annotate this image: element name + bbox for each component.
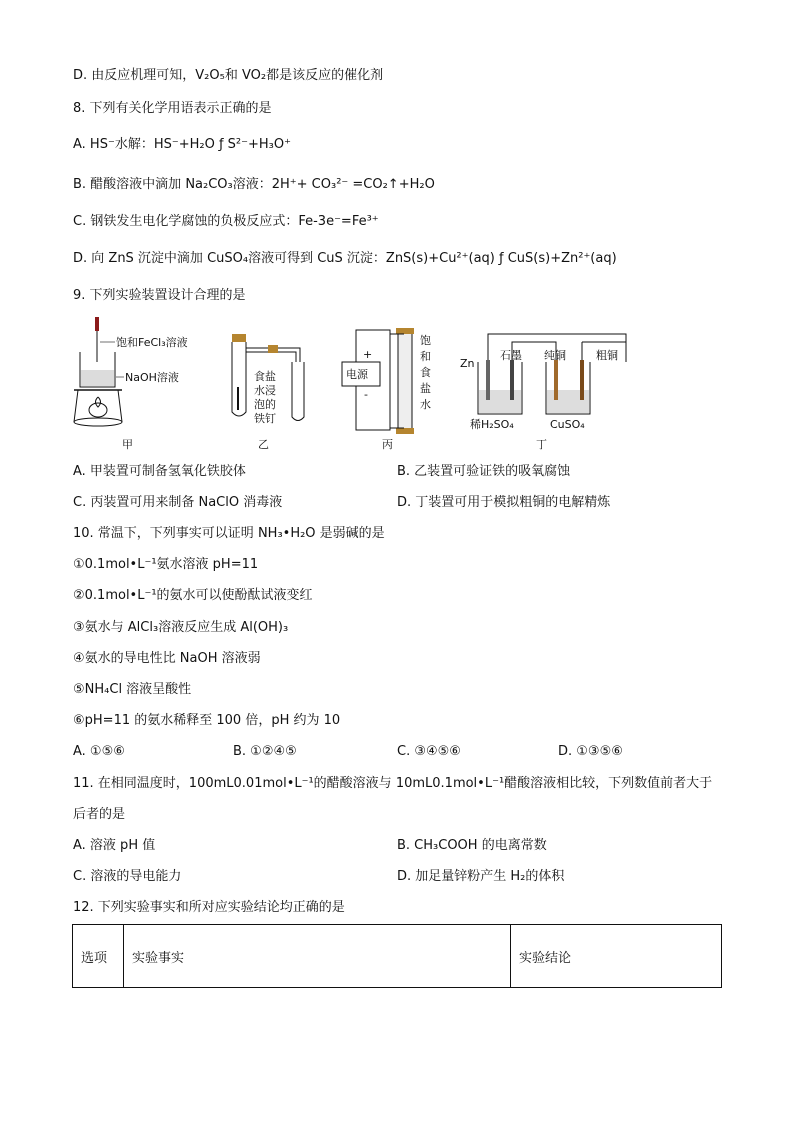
yi-label-4: 铁钉 <box>254 412 276 425</box>
bing-label-2: 和 <box>420 350 431 363</box>
table-header-conclusion: 实验结论 <box>511 925 722 988</box>
ding-crude-cu-label: 粗铜 <box>596 349 618 362</box>
q11-option-d: D. 加足量锌粉产生 H₂的体积 <box>397 869 565 884</box>
ding-h2so4-label: 稀H₂SO₄ <box>470 418 514 431</box>
q9-option-d: D. 丁装置可用于模拟粗铜的电解精炼 <box>397 495 611 510</box>
yi-caption: 乙 <box>258 438 269 451</box>
apparatus-bing <box>342 328 431 451</box>
q8-option-b: B. 醋酸溶液中滴加 Na₂CO₃溶液：2H⁺+ CO₃²⁻ =CO₂↑+H₂O <box>73 177 435 192</box>
q10-fact-1: ①0.1mol•L⁻¹氨水溶液 pH=11 <box>73 557 259 572</box>
q11-option-a: A. 溶液 pH 值 <box>73 838 156 853</box>
q9-option-c: C. 丙装置可用来制备 NaClO 消毒液 <box>73 495 283 510</box>
question-12: 12. 下列实验事实和所对应实验结论均正确的是 <box>73 900 345 915</box>
bing-label-1: 饱 <box>420 334 431 347</box>
apparatus-yi <box>232 334 304 451</box>
q10-fact-2: ②0.1mol•L⁻¹的氨水可以使酚酞试液变红 <box>73 588 313 603</box>
ding-pure-cu-label: 纯铜 <box>544 349 566 362</box>
bing-label-5: 水 <box>420 398 431 411</box>
jia-fecl3-label: 饱和FeCl₃溶液 <box>116 336 188 349</box>
bing-plus: + <box>363 348 373 361</box>
q10-fact-3: ③氨水与 AlCl₃溶液反应生成 Al(OH)₃ <box>73 620 289 635</box>
yi-label-2: 水浸 <box>254 384 276 397</box>
q11-option-c: C. 溶液的导电能力 <box>73 869 182 884</box>
bing-label-3: 食 <box>420 366 431 379</box>
yi-label-3: 泡的 <box>254 398 276 411</box>
q10-option-b: B. ①②④⑤ <box>233 744 297 759</box>
question-11-continued: 后者的是 <box>73 807 126 822</box>
q9-apparatus-figure <box>60 312 660 457</box>
q8-option-d: D. 向 ZnS 沉淀中滴加 CuSO₄溶液可得到 CuS 沉淀：ZnS(s)+Cu²⁺(aq) ƒ CuS(s)+Zn²⁺(aq) <box>73 251 617 266</box>
jia-naoh-label: NaOH溶液 <box>125 371 179 384</box>
ding-cuso4-label: CuSO₄ <box>550 418 585 431</box>
q10-option-d: D. ①③⑤⑥ <box>558 744 623 759</box>
q8-option-a: A. HS⁻水解：HS⁻+H₂O ƒ S²⁻+H₃O⁺ <box>73 137 291 152</box>
q11-option-b: B. CH₃COOH 的电离常数 <box>397 838 547 853</box>
yi-label-1: 食盐 <box>254 370 276 383</box>
bing-caption: 丙 <box>382 438 393 451</box>
jia-caption: 甲 <box>122 438 133 451</box>
table-header-row <box>73 925 722 988</box>
ding-zn-label: Zn <box>460 357 475 370</box>
table-header-fact: 实验事实 <box>124 925 511 988</box>
bing-label-4: 盐 <box>420 382 431 395</box>
question-9: 9. 下列实验装置设计合理的是 <box>73 288 246 303</box>
table-header-option: 选项 <box>73 925 124 988</box>
q10-option-a: A. ①⑤⑥ <box>73 744 125 759</box>
bing-power-label: 电源 <box>346 368 368 381</box>
question-10: 10. 常温下，下列事实可以证明 NH₃•H₂O 是弱碱的是 <box>73 526 385 541</box>
q10-fact-6: ⑥pH=11 的氨水稀释至 100 倍，pH 约为 10 <box>73 713 341 728</box>
q9-option-b: B. 乙装置可验证铁的吸氧腐蚀 <box>397 464 571 479</box>
q9-option-a: A. 甲装置可制备氢氧化铁胶体 <box>73 464 246 479</box>
bing-minus: - <box>364 388 368 401</box>
ding-graphite-label: 石墨 <box>500 349 522 362</box>
apparatus-jia <box>74 317 188 451</box>
q8-option-c: C. 钢铁发生电化学腐蚀的负极反应式：Fe-3e⁻=Fe³⁺ <box>73 214 379 229</box>
q12-table <box>72 924 722 988</box>
q10-fact-5: ⑤NH₄Cl 溶液呈酸性 <box>73 682 192 697</box>
q10-option-c: C. ③④⑤⑥ <box>397 744 461 759</box>
question-8: 8. 下列有关化学用语表示正确的是 <box>73 101 272 116</box>
ding-caption: 丁 <box>536 438 547 451</box>
q7-option-d: D. 由反应机理可知，V₂O₅和 VO₂都是该反应的催化剂 <box>73 68 384 83</box>
apparatus-ding <box>460 334 626 451</box>
q10-fact-4: ④氨水的导电性比 NaOH 溶液弱 <box>73 651 261 666</box>
question-11: 11. 在相同温度时，100mL0.01mol•L⁻¹的醋酸溶液与 10mL0.1mol•L⁻¹醋酸溶液相比较，下列数值前者大于 <box>73 776 713 791</box>
